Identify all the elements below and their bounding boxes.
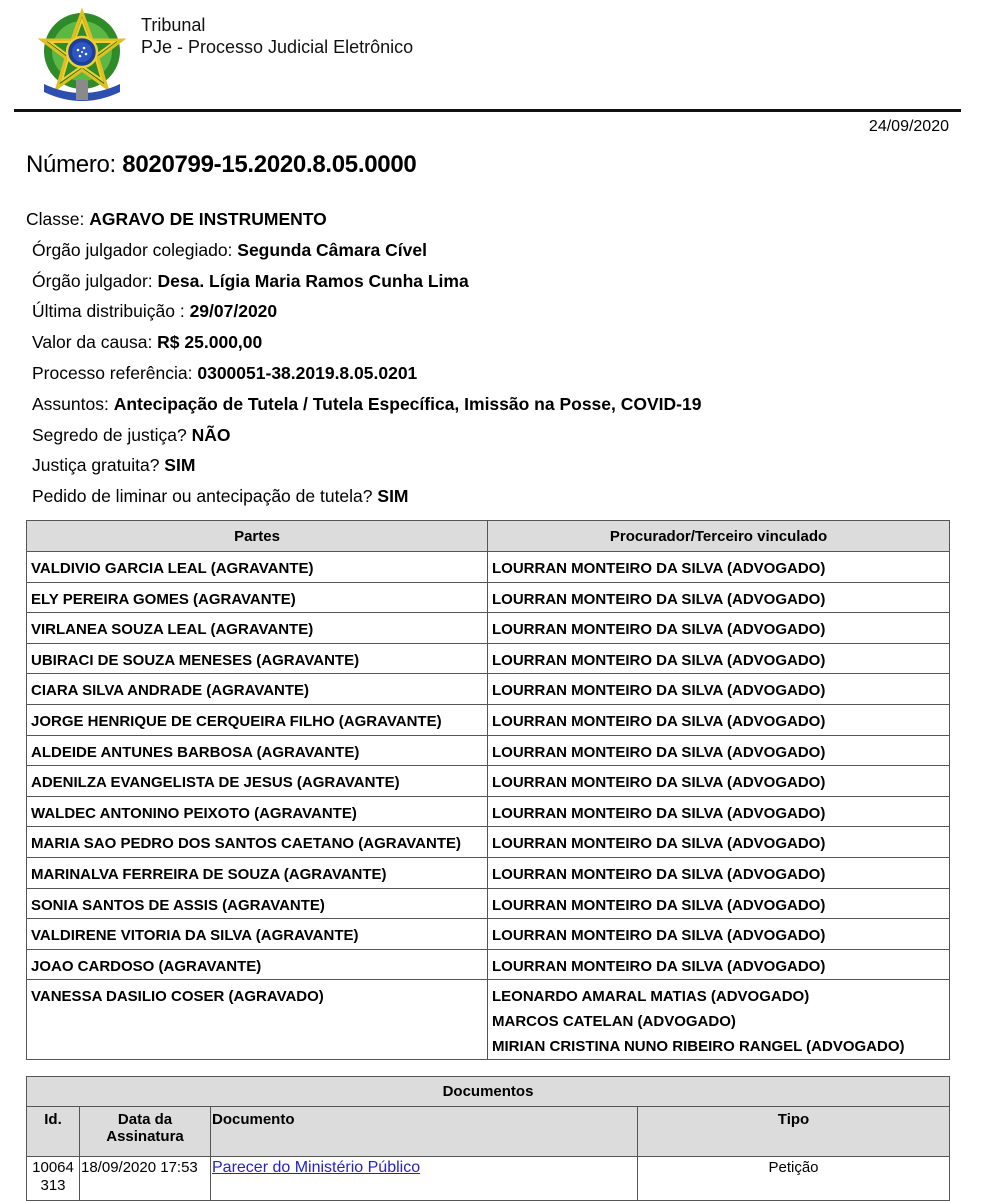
parte-name: JORGE HENRIQUE DE CERQUEIRA FILHO (AGRAVANTE) [27, 704, 488, 735]
procurador-cell [488, 827, 950, 858]
parte-name: VALDIVIO GARCIA LEAL (AGRAVANTE) [27, 552, 488, 583]
partes-row [27, 766, 950, 797]
documento-link[interactable]: Parecer do Ministério Público [212, 1159, 421, 1176]
partes-row [27, 582, 950, 613]
documento-row [27, 1157, 950, 1201]
procurador-cell [488, 613, 950, 644]
column-header-data: Data da Assinatura [80, 1107, 211, 1157]
field-segredo-justica [26, 423, 701, 454]
parte-name: UBIRACI DE SOUZA MENESES (AGRAVANTE) [27, 643, 488, 674]
documento-cell [211, 1157, 638, 1201]
procurador-name: LOURRAN MONTEIRO DA SILVA (ADVOGADO) [492, 957, 826, 975]
partes-row [27, 980, 950, 1060]
field-orgao-julgador [26, 269, 701, 300]
procurador-cell [488, 552, 950, 583]
procurador-name: LOURRAN MONTEIRO DA SILVA (ADVOGADO) [492, 560, 826, 577]
partes-row [27, 796, 950, 827]
parte-name: ELY PEREIRA GOMES (AGRAVANTE) [27, 582, 488, 613]
field-value: 29/07/2020 [189, 301, 278, 322]
field-label: Justiça gratuita? [32, 455, 165, 476]
procurador-name: LOURRAN MONTEIRO DA SILVA (ADVOGADO) [492, 865, 826, 883]
partes-row [27, 674, 950, 705]
partes-row [27, 949, 950, 980]
documento-id: 10064313 [27, 1157, 80, 1201]
procurador-name: LOURRAN MONTEIRO DA SILVA (ADVOGADO) [492, 712, 826, 730]
parte-name: CIARA SILVA ANDRADE (AGRAVANTE) [27, 674, 488, 705]
partes-row [27, 643, 950, 674]
field-label: Pedido de liminar ou antecipação de tutela? [32, 486, 378, 507]
partes-table [26, 520, 950, 1060]
parte-name: ADENILZA EVANGELISTA DE JESUS (AGRAVANTE) [27, 766, 488, 797]
field-assuntos [26, 392, 701, 423]
procurador-name: LOURRAN MONTEIRO DA SILVA (ADVOGADO) [492, 896, 826, 914]
partes-row [27, 613, 950, 644]
procurador-name: LOURRAN MONTEIRO DA SILVA (ADVOGADO) [492, 590, 826, 608]
procurador-cell [488, 704, 950, 735]
field-value: 0300051-38.2019.8.05.0201 [197, 362, 418, 383]
field-pedido-liminar [26, 484, 701, 515]
header-system-name: PJe - Processo Judicial Eletrônico [141, 37, 414, 57]
procurador-cell [488, 674, 950, 705]
field-processo-referencia [26, 361, 701, 392]
partes-row [27, 827, 950, 858]
field-label: Órgão julgador: [32, 270, 158, 291]
field-value: SIM [164, 455, 196, 476]
header-title [141, 14, 413, 58]
parte-name: VANESSA DASILIO COSER (AGRAVADO) [27, 980, 488, 1060]
process-number [26, 151, 416, 179]
field-value: NÃO [191, 424, 231, 445]
field-value: Desa. Lígia Maria Ramos Cunha Lima [157, 270, 469, 291]
header-tribunal: Tribunal [141, 15, 206, 35]
field-valor-causa [26, 330, 701, 361]
procurador-cell [488, 888, 950, 919]
field-label: Classe: [26, 209, 90, 229]
procurador-name: MIRIAN CRISTINA NUNO RIBEIRO RANGEL (ADVOGADO) [492, 1038, 905, 1056]
parte-name: MARINALVA FERREIRA DE SOUZA (AGRAVANTE) [27, 857, 488, 888]
procurador-name: LOURRAN MONTEIRO DA SILVA (ADVOGADO) [492, 651, 826, 669]
field-value: SIM [377, 486, 409, 507]
procurador-cell [488, 766, 950, 797]
partes-row [27, 552, 950, 583]
field-orgao-colegiado [26, 238, 701, 269]
procurador-cell [488, 919, 950, 950]
documentos-table [26, 1076, 950, 1201]
procurador-name: LOURRAN MONTEIRO DA SILVA (ADVOGADO) [492, 743, 826, 761]
field-label: Assuntos: [32, 393, 114, 414]
procurador-name: LOURRAN MONTEIRO DA SILVA (ADVOGADO) [492, 835, 826, 853]
field-value: Segunda Câmara Cível [237, 239, 427, 260]
partes-row [27, 704, 950, 735]
field-justica-gratuita [26, 453, 701, 484]
partes-row [27, 919, 950, 950]
parte-name: WALDEC ANTONINO PEIXOTO (AGRAVANTE) [27, 796, 488, 827]
field-ultima-distribuicao [26, 299, 701, 330]
column-header-id: Id. [27, 1107, 80, 1157]
field-label: Última distribuição : [32, 301, 190, 322]
parte-name: VALDIRENE VITORIA DA SILVA (AGRAVANTE) [27, 919, 488, 950]
procurador-name: MARCOS CATELAN (ADVOGADO) [492, 1013, 736, 1031]
partes-table-body [27, 552, 950, 1060]
process-number-label: Número: [26, 151, 123, 178]
procurador-cell [488, 796, 950, 827]
process-fields [26, 207, 701, 515]
procurador-cell [488, 735, 950, 766]
procurador-cell [488, 582, 950, 613]
parte-name: SONIA SANTOS DE ASSIS (AGRAVANTE) [27, 888, 488, 919]
column-header-partes: Partes [27, 521, 488, 552]
procurador-cell [488, 980, 950, 1060]
procurador-cell [488, 949, 950, 980]
parte-name: JOAO CARDOSO (AGRAVANTE) [27, 949, 488, 980]
procurador-name: LOURRAN MONTEIRO DA SILVA (ADVOGADO) [492, 682, 826, 700]
field-label: Órgão julgador colegiado: [32, 239, 238, 260]
parte-name: ALDEIDE ANTUNES BARBOSA (AGRAVANTE) [27, 735, 488, 766]
partes-row [27, 735, 950, 766]
column-header-procurador: Procurador/Terceiro vinculado [488, 521, 950, 552]
brazil-coat-of-arms-icon [36, 6, 128, 106]
partes-row [27, 888, 950, 919]
procurador-cell [488, 643, 950, 674]
field-label: Valor da causa: [32, 332, 158, 353]
procurador-cell [488, 857, 950, 888]
procurador-name: LOURRAN MONTEIRO DA SILVA (ADVOGADO) [492, 774, 826, 792]
page-header [0, 0, 982, 112]
field-value: AGRAVO DE INSTRUMENTO [89, 209, 327, 229]
partes-row [27, 857, 950, 888]
parte-name: MARIA SAO PEDRO DOS SANTOS CAETANO (AGRAVANTE) [27, 827, 488, 858]
procurador-name: LEONARDO AMARAL MATIAS (ADVOGADO) [492, 988, 810, 1006]
field-value: R$ 25.000,00 [157, 332, 263, 353]
documento-tipo: Petição [638, 1157, 950, 1201]
procurador-name: LOURRAN MONTEIRO DA SILVA (ADVOGADO) [492, 804, 826, 822]
column-header-documento: Documento [211, 1107, 638, 1157]
field-classe [26, 207, 701, 238]
procurador-name: LOURRAN MONTEIRO DA SILVA (ADVOGADO) [492, 927, 826, 945]
process-number-value: 8020799-15.2020.8.05.0000 [122, 151, 417, 178]
column-header-tipo: Tipo [638, 1107, 950, 1157]
documento-data: 18/09/2020 17:53 [80, 1157, 211, 1201]
documentos-table-body [27, 1157, 950, 1201]
print-date: 24/09/2020 [868, 118, 949, 135]
field-label: Segredo de justiça? [32, 424, 192, 445]
header-divider [14, 109, 961, 112]
field-label: Processo referência: [32, 362, 198, 383]
documentos-title: Documentos [27, 1077, 950, 1107]
procurador-name: LOURRAN MONTEIRO DA SILVA (ADVOGADO) [492, 621, 826, 639]
field-value: Antecipação de Tutela / Tutela Específica, Imissão na Posse, COVID-19 [113, 393, 702, 414]
parte-name: VIRLANEA SOUZA LEAL (AGRAVANTE) [27, 613, 488, 644]
